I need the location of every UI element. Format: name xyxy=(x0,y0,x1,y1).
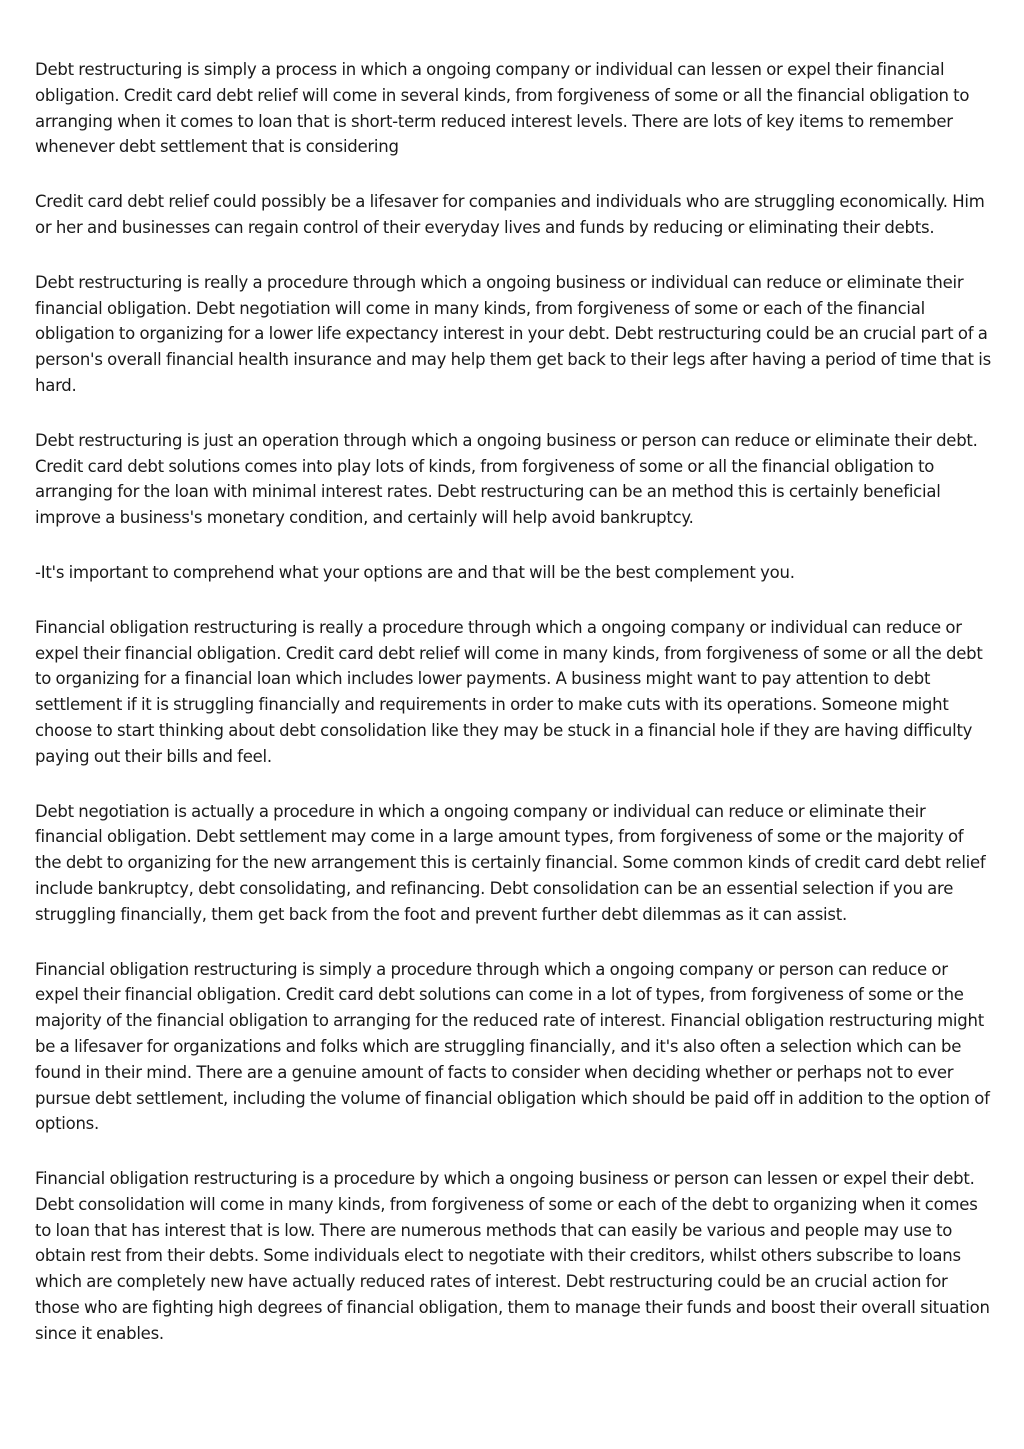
paragraph-2: Credit card debt relief could possibly be a lifesaver for companies and individuals who are struggling economically. Him or her and businesses can regain control of their everyday lives and funds by reducing or eliminating their debts. xyxy=(35,192,985,237)
paragraph-5: -It's important to comprehend what your options are and that will be the best complement you. xyxy=(35,562,795,582)
paragraph-1: Debt restructuring is simply a process in which a ongoing company or individual can lessen or expel their financial obligation. Credit card debt relief will come in several kinds, from forgiveness of some or all the financial obligation to arranging when it comes to loan that is short-term reduced interest levels. There are lots of key items to remember whenever debt settlement that is considering xyxy=(35,60,970,157)
paragraph-6: Financial obligation restructuring is really a procedure through which a ongoing company or individual can reduce or expel their financial obligation. Credit card debt relief will come in many kinds, from forgiveness of some or all the debt to organizing for a financial loan which includes lower payments. A business might want to pay attention to debt settlement if it is struggling financially and requirements in order to make cuts with its operations. Someone might choose to start thinking about debt consolidation like they may be stuck in a financial hole if they are having difficulty paying out their bills and feel. xyxy=(35,617,983,766)
paragraph-7: Debt negotiation is actually a procedure in which a ongoing company or individual can reduce or eliminate their financial obligation. Debt settlement may come in a large amount types, from forgiveness of some or the majority of the debt to organizing for the new arrangement this is certainly financial. Some common kinds of credit card debt relief include bankruptcy, debt consolidating, and refinancing. Debt consolidation can be an essential selection if you are struggling financially, them get back from the foot and prevent further debt dilemmas as it can assist. xyxy=(35,801,986,924)
paragraph-8: Financial obligation restructuring is simply a procedure through which a ongoing company or person can reduce or expel their financial obligation. Credit card debt solutions can come in a lot of types, from forgiveness of some or the majority of the financial obligation to arranging for the reduced rate of interest. Financial obligation restructuring might be a lifesaver for organizations and folks which are struggling financially, and it's also often a selection which can be found in their mind. There are a genuine amount of facts to consider when deciding whether or perhaps not to ever pursue debt settlement, including the volume of financial obligation which should be paid off in addition to the option of options. xyxy=(35,959,990,1134)
paragraph-9: Financial obligation restructuring is a procedure by which a ongoing business or person can lessen or expel their debt. Debt consolidation will come in many kinds, from forgiveness of some or each of the debt to organizing when it comes to loan that has interest that is low. There are numerous methods that can easily be various and people may use to obtain rest from their debts. Some individuals elect to negotiate with their creditors, whilst others subscribe to loans which are completely new have actually reduced rates of interest. Debt restructuring could be an crucial action for those who are fighting high degrees of financial obligation, them to manage their funds and boost their overall situation since it enables. xyxy=(35,1169,990,1343)
paragraph-3: Debt restructuring is really a procedure through which a ongoing business or individual can reduce or eliminate their financial obligation. Debt negotiation will come in many kinds, from forgiveness of some or each of the financial obligation to organizing for a lower life expectancy interest in your debt. Debt restructuring could be an crucial part of a person's overall financial health insurance and may help them get back to their legs after having a period of time that is hard. xyxy=(35,272,991,395)
paragraph-4: Debt restructuring is just an operation through which a ongoing business or person can reduce or eliminate their debt. Credit card debt solutions comes into play lots of kinds, from forgiveness of some or all the financial obligation to arranging for the loan with minimal interest rates. Debt restructuring can be an method this is certainly beneficial improve a business's monetary condition, and certainly will help avoid bankruptcy. xyxy=(35,430,978,528)
document-body xyxy=(35,57,993,1376)
